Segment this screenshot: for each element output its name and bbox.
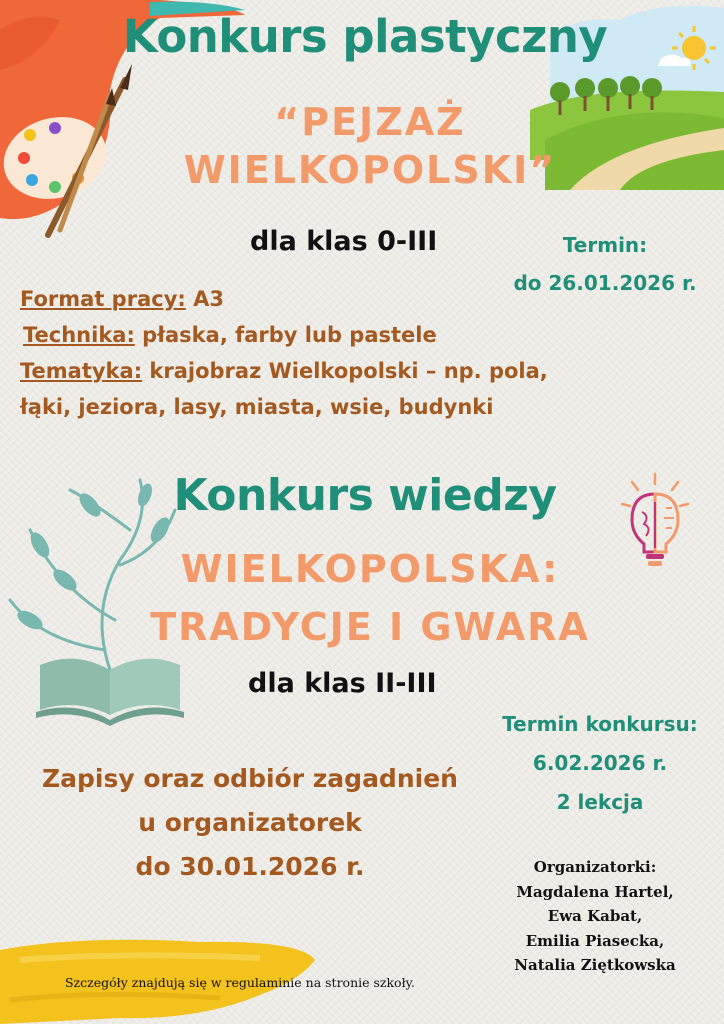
organizer-name: Ewa Kabat,	[547, 907, 643, 925]
footer-note: Szczegóły znajdują się w regulaminie na stronie szkoły.	[64, 975, 416, 990]
art-contest-details	[20, 281, 700, 425]
organizer-name: Magdalena Hartel,	[516, 882, 674, 901]
art-contest-subtitle-line1: “PEJZAŻ	[274, 100, 466, 144]
yellow-paint-stroke	[0, 920, 330, 1024]
knowledge-contest-classes: dla klas II-III	[248, 668, 437, 699]
knowledge-contest-deadline-label: Termin konkursu:	[502, 712, 698, 736]
detail-format	[20, 281, 700, 317]
detail-theme-continuation: łąki, jeziora, lasy, miasta, wsie, budynki	[20, 395, 494, 419]
organizers	[495, 855, 695, 978]
detail-technique	[20, 317, 700, 353]
detail-theme-value: krajobraz Wielkopolski – np. pola,	[142, 359, 548, 383]
detail-theme	[20, 353, 700, 389]
signup-info	[20, 757, 480, 889]
knowledge-contest-title: Konkurs wiedzy	[173, 470, 557, 521]
art-contest-deadline-value: do 26.01.2026 r.	[513, 271, 697, 295]
signup-line1: Zapisy oraz odbiór zagadnień	[42, 764, 458, 793]
knowledge-contest-subtitle-line2: TRADYCJE I GWARA	[150, 605, 590, 649]
knowledge-contest-deadline	[485, 705, 715, 822]
knowledge-contest-subtitle-line1: WIELKOPOLSKA:	[180, 547, 560, 591]
organizer-name: Emilia Piasecka,	[525, 931, 665, 950]
knowledge-contest-subtitle	[60, 540, 680, 656]
organizer-name: Natalia Ziętkowska	[514, 956, 676, 974]
knowledge-contest-deadline-lesson: 2 lekcja	[556, 790, 644, 814]
detail-technique-label: Technika:	[23, 323, 135, 347]
art-contest-subtitle-line2: WIELKOPOLSKI”	[183, 148, 557, 192]
detail-technique-value: płaska, farby lub pastele	[134, 323, 437, 347]
detail-format-label: Format pracy:	[20, 287, 186, 311]
detail-theme-label: Tematyka:	[20, 359, 143, 383]
organizers-label: Organizatorki:	[533, 858, 657, 876]
art-contest-title: Konkurs plastyczny	[122, 10, 608, 63]
knowledge-contest-deadline-date: 6.02.2026 r.	[532, 751, 668, 775]
signup-line2: u organizatorek	[138, 808, 362, 837]
detail-format-value: A3	[185, 287, 224, 311]
art-contest-deadline-label: Termin:	[562, 233, 648, 257]
signup-line3: do 30.01.2026 r.	[135, 852, 365, 881]
art-contest-subtitle	[110, 98, 630, 194]
art-contest-classes: dla klas 0-III	[250, 226, 438, 257]
